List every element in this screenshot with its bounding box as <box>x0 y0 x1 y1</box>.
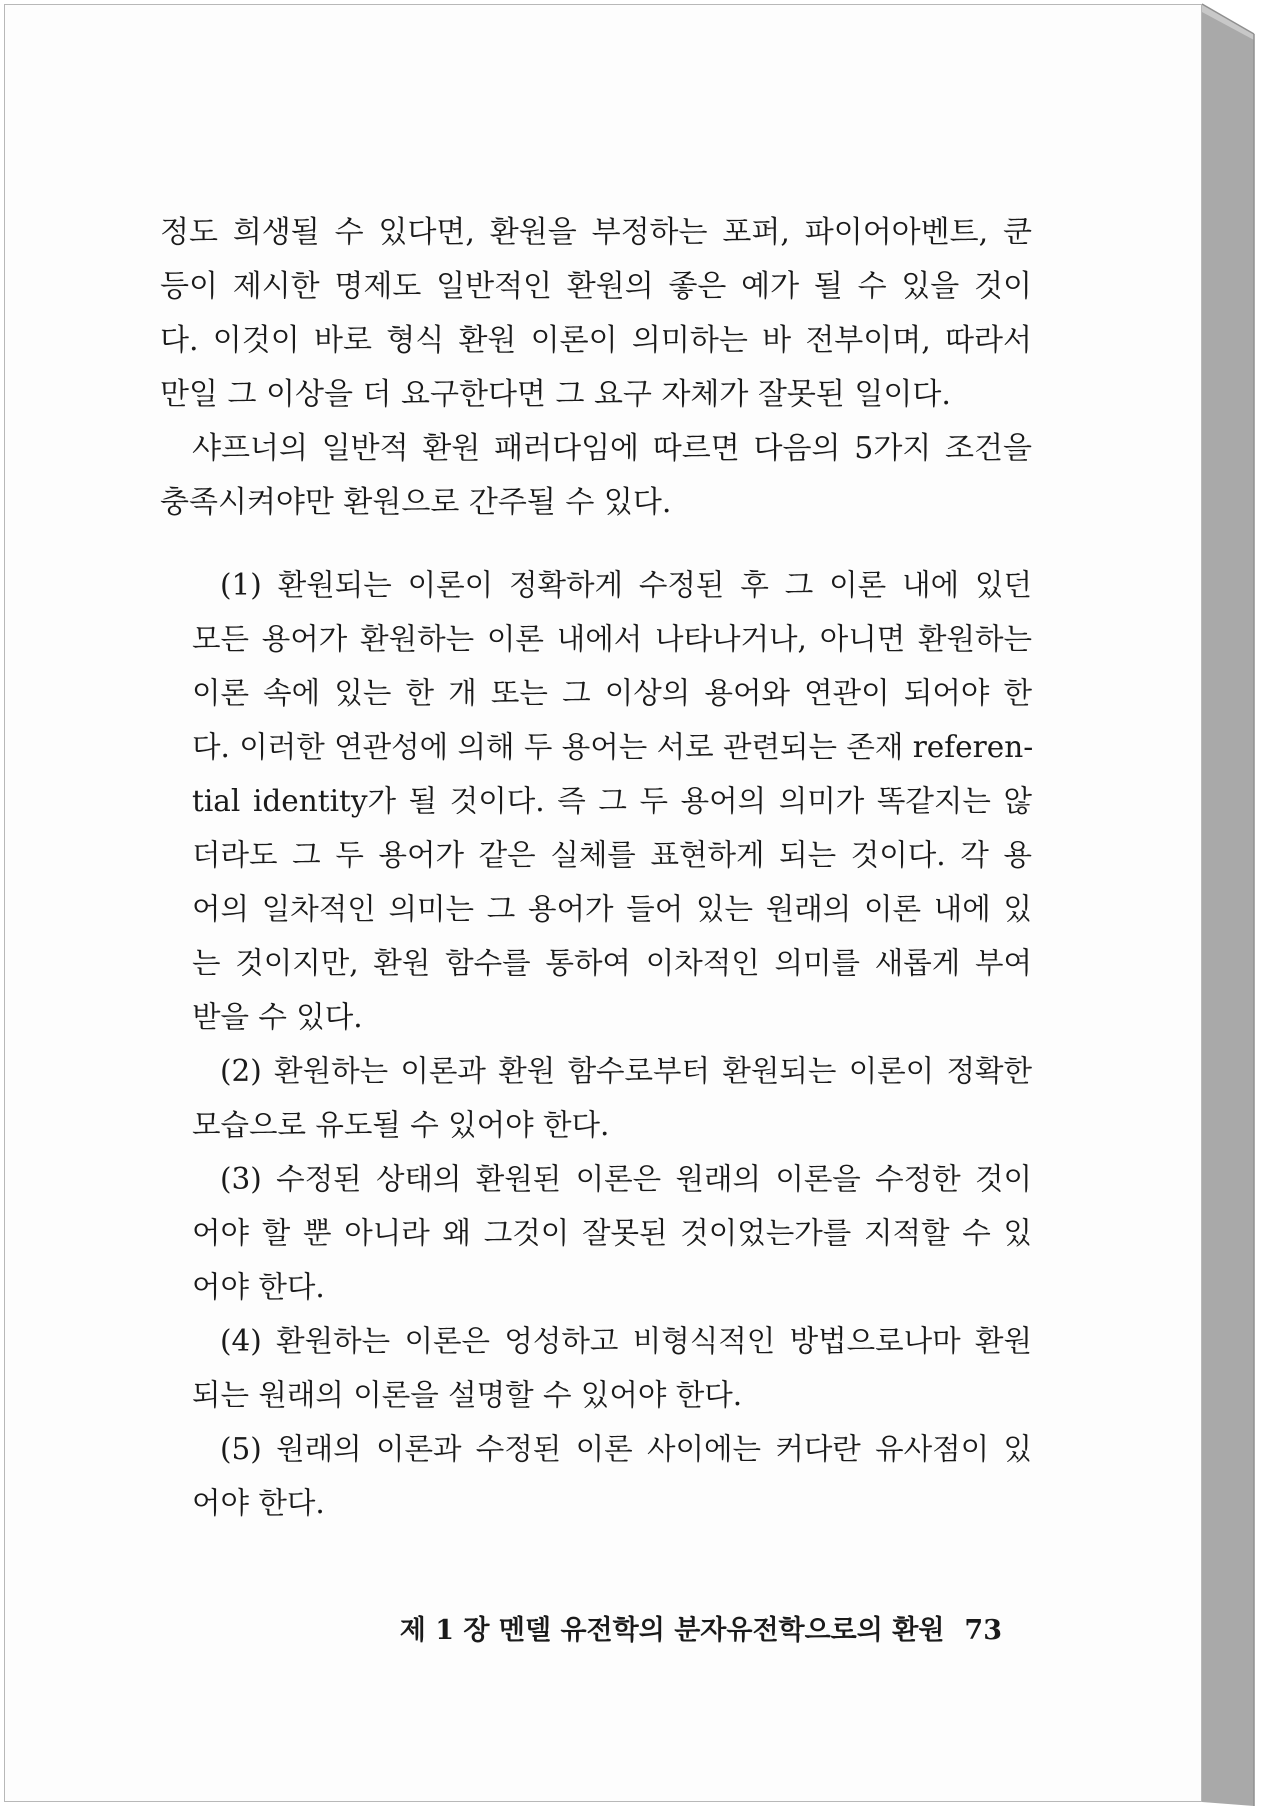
list-line: tial identity가 될 것이다. 즉 그 두 용어의 의미가 똑같지는 않 <box>192 784 1032 818</box>
body-line: 등이 제시한 명제도 일반적인 환원의 좋은 예가 될 수 있을 것이 <box>160 269 1032 304</box>
list-line: (5) 원래의 이론과 수정된 이론 사이에는 커다란 유사점이 있 <box>220 1432 1032 1466</box>
body-line: 샤프너의 일반적 환원 패러다임에 따르면 다음의 5가지 조건을 <box>192 431 1032 466</box>
list-line: 는 것이지만, 환원 함수를 통하여 이차적인 의미를 새롭게 부여 <box>192 946 1032 980</box>
list-line: 이론 속에 있는 한 개 또는 그 이상의 용어와 연관이 되어야 한 <box>192 676 1032 710</box>
chapter-title: 제 1 장 멘델 유전학의 분자유전학으로의 환원 <box>399 1615 945 1646</box>
list-line: 모습으로 유도될 수 있어야 한다. <box>192 1108 610 1142</box>
running-footer <box>400 1608 1002 1647</box>
body-line: 충족시켜야만 환원으로 간주될 수 있다. <box>160 485 672 520</box>
page-number: 73 <box>964 1615 1002 1646</box>
list-line: (4) 환원하는 이론은 엉성하고 비형식적인 방법으로나마 환원 <box>220 1324 1032 1358</box>
list-line: 어야 한다. <box>192 1486 325 1520</box>
conditions-list <box>192 558 1032 1530</box>
body-line: 다. 이것이 바로 형식 환원 이론이 의미하는 바 전부이며, 따라서 <box>160 323 1032 358</box>
list-line: (3) 수정된 상태의 환원된 이론은 원래의 이론을 수정한 것이 <box>220 1162 1032 1196</box>
list-line: (1) 환원되는 이론이 정확하게 수정된 후 그 이론 내에 있던 <box>220 568 1032 602</box>
list-line: 더라도 그 두 용어가 같은 실체를 표현하게 되는 것이다. 각 용 <box>192 838 1032 872</box>
body-line: 만일 그 이상을 더 요구한다면 그 요구 자체가 잘못된 일이다. <box>160 377 951 412</box>
list-line: 되는 원래의 이론을 설명할 수 있어야 한다. <box>192 1378 743 1412</box>
body-line: 정도 희생될 수 있다면, 환원을 부정하는 포퍼, 파이어아벤트, 쿤 <box>160 215 1032 250</box>
list-line: 모든 용어가 환원하는 이론 내에서 나타나거나, 아니면 환원하는 <box>192 622 1032 656</box>
list-line: 다. 이러한 연관성에 의해 두 용어는 서로 관련되는 존재 referen- <box>192 730 1034 764</box>
list-line: 어야 할 뿐 아니라 왜 그것이 잘못된 것이었는가를 지적할 수 있 <box>192 1216 1032 1250</box>
list-line: 받을 수 있다. <box>192 1000 363 1034</box>
body-paragraphs <box>160 206 1032 530</box>
list-line: (2) 환원하는 이론과 환원 함수로부터 환원되는 이론이 정확한 <box>220 1054 1032 1088</box>
list-line: 어의 일차적인 의미는 그 용어가 들어 있는 원래의 이론 내에 있 <box>192 892 1032 926</box>
list-line: 어야 한다. <box>192 1270 325 1304</box>
